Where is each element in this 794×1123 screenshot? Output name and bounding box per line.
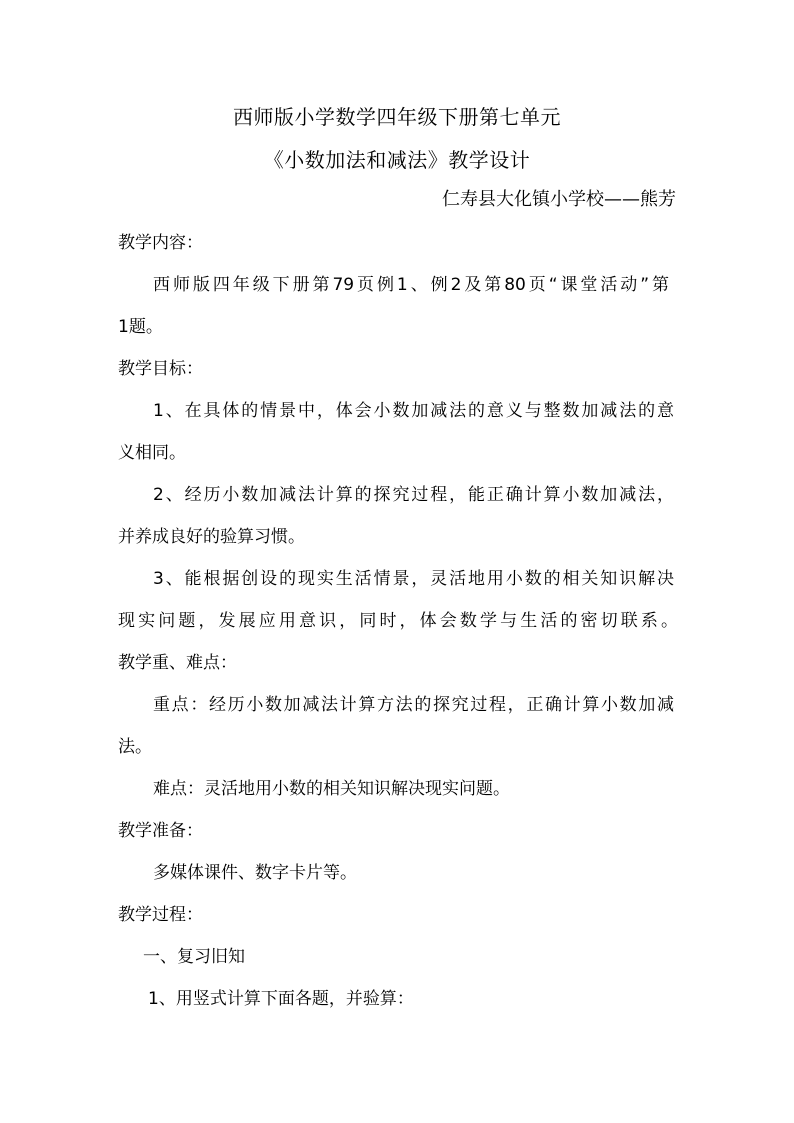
- goal-item1-line2: 义相同。: [118, 443, 186, 463]
- goal-item1-line1: 1、在具体的情景中，体会小数加减法的意义与整数加减法的意: [153, 401, 674, 421]
- teaching-goals-heading: 教学目标：: [118, 359, 203, 379]
- document-title-line2: 《小数加法和减法》教学设计: [263, 148, 531, 172]
- key-points-heading: 教学重、难点：: [118, 653, 237, 673]
- goal-item2-line2: 并养成良好的验算习惯。: [118, 527, 305, 547]
- difficulty-line: 难点：灵活地用小数的相关知识解决现实问题。: [153, 779, 510, 799]
- teaching-process-heading: 教学过程：: [118, 905, 203, 925]
- goal-item3-line2: 现实问题，发展应用意识，同时，体会数学与生活的密切联系。: [118, 611, 678, 631]
- teaching-content-heading: 教学内容：: [118, 233, 203, 253]
- goal-item2-line1: 2、经历小数加减法计算的探究过程，能正确计算小数加减法，: [153, 485, 674, 505]
- document-title-line1: 西师版小学数学四年级下册第七单元: [233, 105, 561, 129]
- key-point-line1: 重点：经历小数加减法计算方法的探究过程，正确计算小数加减: [153, 695, 674, 715]
- teaching-content-text-line1: 西师版四年级下册第79页例1、例2及第80页“课堂活动”第: [153, 275, 669, 295]
- goal-item3-line1: 3、能根据创设的现实生活情景，灵活地用小数的相关知识解决: [153, 569, 674, 589]
- preparation-text: 多媒体课件、数字卡片等。: [153, 863, 357, 883]
- key-point-line2: 法。: [118, 737, 152, 757]
- process-step1-item1: 1、用竖式计算下面各题，并验算：: [148, 989, 414, 1009]
- process-step1-heading: 一、复习旧知: [143, 947, 245, 967]
- preparation-heading: 教学准备：: [118, 821, 203, 841]
- teaching-content-text-line2: 1题。: [118, 317, 163, 337]
- author-line: 仁寿县大化镇小学校——熊芳: [442, 189, 676, 210]
